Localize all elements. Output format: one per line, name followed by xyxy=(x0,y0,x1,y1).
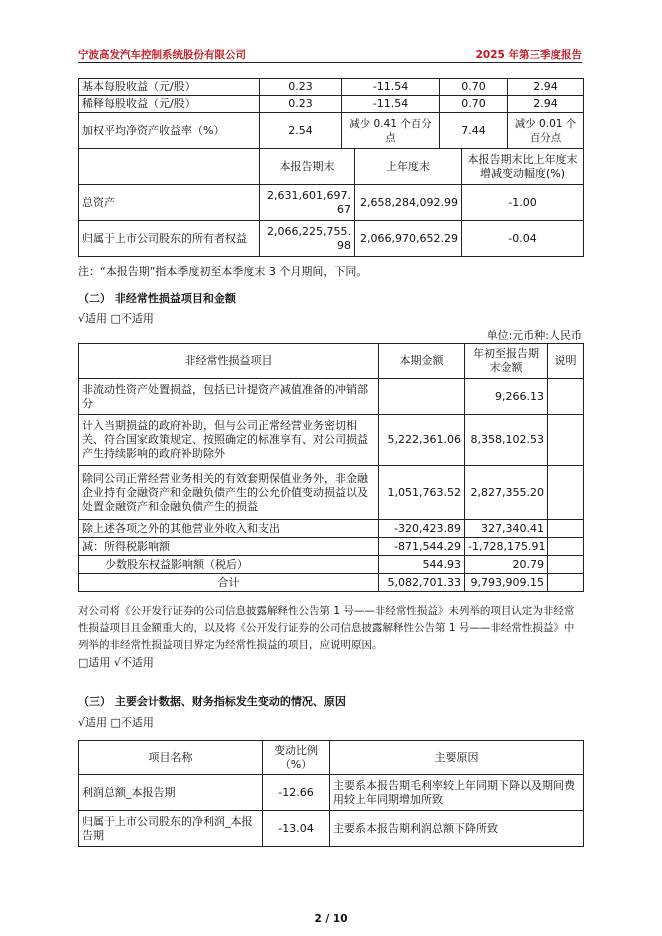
cell-note xyxy=(548,379,584,415)
cell-change: -0.04 xyxy=(462,221,584,257)
change-reasons-table xyxy=(78,740,584,847)
cell-last-year-end: 2,658,284,092.99 xyxy=(355,185,462,221)
table-row xyxy=(79,415,584,466)
cell-note xyxy=(548,538,584,556)
cell-last-year-end: 2,066,970,652.29 xyxy=(355,221,462,257)
cell-change: -11.54 xyxy=(342,79,440,96)
section-2-title: （二） 非经常性损益项目和金额 xyxy=(78,292,236,305)
cell-item: 合计 xyxy=(79,574,379,592)
page-number: 2 / 10 xyxy=(314,913,348,925)
cell-item: 归属于上市公司股东的净利润_本报告期 xyxy=(79,811,263,847)
table-row xyxy=(79,221,584,257)
cell-current: 544.93 xyxy=(379,556,465,574)
cell-item: 除上述各项之外的其他营业外收入和支出 xyxy=(79,520,379,538)
cell-change-ytd: 2.94 xyxy=(508,79,584,96)
table-row xyxy=(79,96,584,113)
applicable-checkbox: √适用 □不适用 xyxy=(78,312,154,325)
cell-ytd: -1,728,175.91 xyxy=(465,538,548,556)
cell-current: 0.23 xyxy=(260,96,342,113)
cell-current-end: 2,066,225,755.98 xyxy=(260,221,355,257)
cell-item: 计入当期损益的政府补助，但与公司正常经营业务密切相关、符合国家政策规定、按照确定的标准享有、对公司损益产生持续影响的政府补助除外 xyxy=(79,415,379,466)
table-header-row xyxy=(79,149,584,185)
cell-change: -1.00 xyxy=(462,185,584,221)
row-label: 归属于上市公司股东的所有者权益 xyxy=(79,221,260,257)
row-label: 基本每股收益（元/股） xyxy=(79,79,260,96)
table-total-row xyxy=(79,574,584,592)
row-label: 总资产 xyxy=(79,185,260,221)
cell-ytd: 327,340.41 xyxy=(465,520,548,538)
table-row xyxy=(79,79,584,96)
report-title: 2025 年第三季度报告 xyxy=(475,49,582,61)
cell-ytd: 8,358,102.53 xyxy=(465,415,548,466)
cell-reason: 主要系本报告期毛利率较上年同期下降以及期间费用较上年同期增加所致 xyxy=(330,775,584,811)
cell-current: 2.54 xyxy=(260,113,342,149)
cell-note xyxy=(548,415,584,466)
table-row xyxy=(79,811,584,847)
cell-reason: 主要系本报告期利润总额下降所致 xyxy=(330,811,584,847)
explanation-paragraph: 对公司将《公开发行证券的公司信息披露解释性公告第 1 号——非经常性损益》未列举的项目认定为非经常性损益项目且金额重大的，以及将《公开发行证券的公司信息披露解释性公告第 1 号——非经常性损益》中列举的非经常性损益项目界定为经常性损益的项目，应说明原因。 xyxy=(78,605,575,651)
cell-ytd: 20.79 xyxy=(465,556,548,574)
cell-ytd: 9,793,909.15 xyxy=(465,574,548,592)
header-current: 本期金额 xyxy=(379,344,465,379)
cell-ytd: 7.44 xyxy=(440,113,508,149)
table-header-row xyxy=(79,741,584,775)
unit-label: 单位:元币种:人民币 xyxy=(486,329,582,342)
balance-table xyxy=(78,148,584,257)
applicable-checkbox-2: □适用 √不适用 xyxy=(78,656,154,669)
table-header-row xyxy=(79,344,584,379)
cell-current: 0.23 xyxy=(260,79,342,96)
cell-current: 1,051,763.52 xyxy=(379,466,465,520)
header-ytd: 年初至报告期末金额 xyxy=(465,344,548,379)
applicable-checkbox-3: √适用 □不适用 xyxy=(78,716,154,729)
company-name: 宁波高发汽车控制系统股份有限公司 xyxy=(78,49,246,61)
cell-note xyxy=(548,520,584,538)
table-row xyxy=(79,775,584,811)
row-label: 稀释每股收益（元/股） xyxy=(79,96,260,113)
section-3-title: （三） 主要会计数据、财务指标发生变动的情况、原因 xyxy=(78,695,346,708)
cell-ytd: 2,827,355.20 xyxy=(465,466,548,520)
cell-item: 利润总额_本报告期 xyxy=(79,775,263,811)
cell-change-ytd: 2.94 xyxy=(508,96,584,113)
table-row xyxy=(79,113,584,149)
cell-ytd: 0.70 xyxy=(440,79,508,96)
table-row xyxy=(79,538,584,556)
cell-current: -320,423.89 xyxy=(379,520,465,538)
header-ratio: 变动比例（%） xyxy=(263,741,330,775)
page-header xyxy=(78,46,582,63)
cell-item: 少数股东权益影响额（税后） xyxy=(79,556,379,574)
row-label: 加权平均净资产收益率（%） xyxy=(79,113,260,149)
cell-current: 5,082,701.33 xyxy=(379,574,465,592)
key-metrics-table xyxy=(78,78,584,149)
table-row xyxy=(79,379,584,415)
table-row xyxy=(79,520,584,538)
header-item: 项目名称 xyxy=(79,741,263,775)
cell-ytd: 0.70 xyxy=(440,96,508,113)
cell-current-end: 2,631,601,697.67 xyxy=(260,185,355,221)
cell-note xyxy=(548,556,584,574)
header-change: 本报告期末比上年度末增减变动幅度(%) xyxy=(462,149,584,185)
cell-change-ytd: 减少 0.01 个百分点 xyxy=(508,113,584,149)
cell-item: 除同公司正常经营业务相关的有效套期保值业务外，非金融企业持有金融资产和金融负债产生的公允价值变动损益以及处置金融资产和金融负债产生的损益 xyxy=(79,466,379,520)
header-reason: 主要原因 xyxy=(330,741,584,775)
table-row xyxy=(79,185,584,221)
cell-change: 减少 0.41 个百分点 xyxy=(342,113,440,149)
cell-note xyxy=(548,574,584,592)
header-current-end: 本报告期末 xyxy=(260,149,355,185)
cell-note xyxy=(548,466,584,520)
non-recurring-table xyxy=(78,343,584,592)
note-text: 注：“本报告期”指本季度初至本季度末 3 个月期间，下同。 xyxy=(78,265,368,278)
cell-ratio: -13.04 xyxy=(263,811,330,847)
cell-ratio: -12.66 xyxy=(263,775,330,811)
table-row xyxy=(79,556,584,574)
header-last-year-end: 上年度末 xyxy=(355,149,462,185)
header-note: 说明 xyxy=(548,344,584,379)
cell-current xyxy=(379,379,465,415)
cell-item: 非流动性资产处置损益，包括已计提资产减值准备的冲销部分 xyxy=(79,379,379,415)
cell-ytd: 9,266.13 xyxy=(465,379,548,415)
cell-change: -11.54 xyxy=(342,96,440,113)
table-row xyxy=(79,466,584,520)
header-item: 非经常性损益项目 xyxy=(79,344,379,379)
cell-current: -871,544.29 xyxy=(379,538,465,556)
cell-item: 减：所得税影响额 xyxy=(79,538,379,556)
cell-current: 5,222,361.06 xyxy=(379,415,465,466)
